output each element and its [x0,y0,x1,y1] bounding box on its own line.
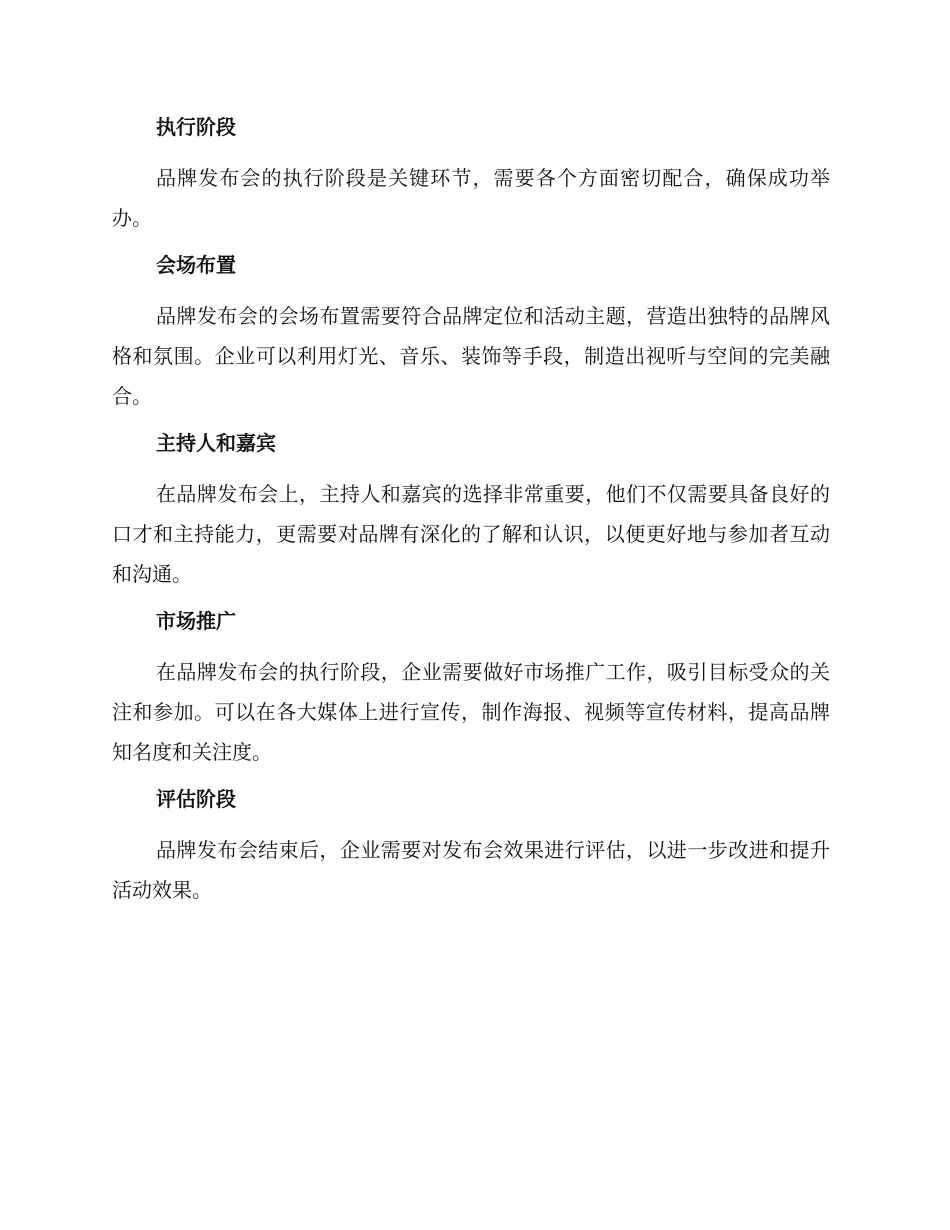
section-execution [112,110,830,238]
section-heading: 执行阶段 [156,115,236,139]
section-venue-setup [112,248,830,416]
section-paragraph: 在品牌发布会上，主持人和嘉宾的选择非常重要，他们不仅需要具备良好的口才和主持能力，更需要对品牌有深化的了解和认识，以便更好地与参加者互动和沟通。 [112,482,830,586]
section-host-guests [112,426,830,594]
section-paragraph: 品牌发布会的会场布置需要符合品牌定位和活动主题，营造出独特的品牌风格和氛围。企业可以利用灯光、音乐、装饰等手段，制造出视听与空间的完美融合。 [112,304,830,408]
section-heading: 市场推广 [156,609,236,633]
document-body [112,110,830,920]
section-marketing [112,604,830,772]
section-heading: 评估阶段 [156,787,236,811]
section-paragraph: 在品牌发布会的执行阶段，企业需要做好市场推广工作，吸引目标受众的关注和参加。可以在各大媒体上进行宣传，制作海报、视频等宣传材料，提高品牌知名度和关注度。 [112,660,830,764]
section-paragraph: 品牌发布会的执行阶段是关键环节，需要各个方面密切配合，确保成功举办。 [112,166,830,230]
section-heading: 会场布置 [156,253,236,277]
section-paragraph: 品牌发布会结束后，企业需要对发布会效果进行评估，以进一步改进和提升活动效果。 [112,838,830,902]
section-evaluation [112,782,830,910]
section-heading: 主持人和嘉宾 [156,431,276,455]
